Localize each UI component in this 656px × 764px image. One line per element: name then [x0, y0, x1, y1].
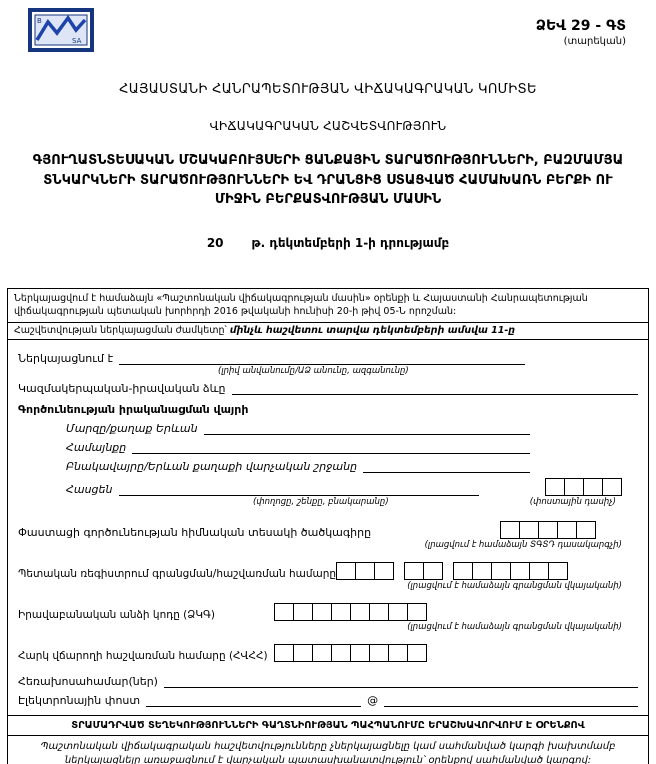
- form-code-block: [536, 8, 626, 47]
- activity-label: Փաստացի գործունեության հիմնական տեսակի ծածկագիրը: [18, 526, 372, 540]
- code-cell[interactable]: [293, 644, 313, 662]
- activity-code-boxes: [500, 521, 596, 539]
- postal-code-boxes: [545, 478, 622, 496]
- phone-label: Հեռախոսահամար(ներ): [18, 675, 158, 689]
- logo-letter-top: B: [37, 17, 42, 25]
- code-cell[interactable]: [312, 644, 332, 662]
- presenter-hint-row: [18, 366, 638, 376]
- address-row: [18, 478, 638, 496]
- code-cell[interactable]: [336, 562, 356, 580]
- code-cell[interactable]: [453, 562, 473, 580]
- presenter-label: Ներկայացնում է: [18, 352, 114, 366]
- tin-boxes: [274, 644, 427, 662]
- entity-code-boxes: [274, 603, 427, 621]
- form-body: [7, 288, 649, 764]
- postal-hint: (փոստային դասիչ): [529, 497, 616, 508]
- code-cell[interactable]: [274, 644, 294, 662]
- code-cell[interactable]: [355, 562, 375, 580]
- settlement-input[interactable]: [363, 459, 530, 473]
- form-code: ՁԵՎ 29 - ԳՏ: [535, 18, 626, 34]
- entity-code-label: Իրավաբանական անձի կոդը (ՁԿԳ): [18, 609, 216, 622]
- activity-row: [18, 521, 638, 539]
- legal-basis-text: Ներկայացվում է համաձայն «Պաշտոնական վիճակագրության մասին» օրենքի և Հայաստանի Հանրապետության վիճակագրության պետական խորհրդի 2016 թվականի հունիսի 20-ի թիվ 05-Ն որոշման:: [8, 289, 648, 324]
- tin-label: Հարկ վճարողի հաշվառման համարը (ՀՎՀՀ): [18, 650, 268, 663]
- code-cell-group: [500, 521, 596, 539]
- liability-note: Պաշտոնական վիճակագրական հաշվետվությունները չներկայացնելը կամ սահմանված կարգի խախտմամբ ներկայացնելը առաջացնում է վարչական պատասխանատվություն՝ օրենքով սահմանված կարգով:: [40, 741, 616, 764]
- code-cell[interactable]: [388, 603, 408, 621]
- region-label: Մարզը/քաղաք Երևան: [66, 422, 198, 436]
- form-header: [0, 0, 656, 56]
- code-cell[interactable]: [350, 644, 370, 662]
- tin-row: [18, 644, 638, 662]
- email-at-sign: @: [367, 694, 379, 708]
- activity-hint: (լրացվում է համաձայն ՏԳՏԴ դասակարգչի): [424, 540, 622, 551]
- code-cell[interactable]: [350, 603, 370, 621]
- code-cell[interactable]: [545, 478, 565, 496]
- presenter-hint: (լրիվ անվանումը/ԱՁ անունը, ազգանունը): [218, 366, 409, 377]
- entity-code-hint-row: [18, 622, 638, 632]
- code-cell[interactable]: [538, 521, 558, 539]
- legal-form-input[interactable]: [232, 381, 639, 395]
- presenter-row: [18, 351, 638, 365]
- legal-form-row: [18, 381, 638, 395]
- community-label: Համայնքը: [66, 441, 127, 455]
- form-periodicity: (տարեկան): [563, 36, 626, 47]
- code-cell-group: [404, 562, 443, 580]
- region-row: [18, 421, 530, 435]
- code-cell-group: [336, 562, 394, 580]
- code-cell[interactable]: [472, 562, 492, 580]
- code-cell[interactable]: [293, 603, 313, 621]
- deadline-value: մինչև հաշվետու տարվա դեկտեմբերի ամսվա 11-ը: [229, 325, 516, 337]
- entity-code-row: [18, 603, 638, 621]
- email-row: [18, 693, 638, 707]
- deadline-line: [8, 323, 648, 340]
- entity-code-hint: (լրացվում է համաձայն գրանցման վկայականի): [407, 622, 622, 633]
- committee-title: ՀԱՅԱՍՏԱՆԻ ՀԱՆՐԱՊԵՏՈՒԹՅԱՆ ՎԻՃԱԿԱԳՐԱԿԱՆ ԿՈՄԻՏԵ: [119, 82, 537, 97]
- settlement-row: [18, 459, 530, 473]
- register-row: [18, 562, 638, 580]
- deadline-label: Հաշվետվության ներկայացման ժամկետը՝: [14, 325, 227, 337]
- code-cell-group: [453, 562, 568, 580]
- activity-hint-row: [18, 540, 638, 550]
- code-cell[interactable]: [500, 521, 520, 539]
- legal-form-label: Կազմակերպական-իրավական ձևը: [18, 382, 226, 396]
- email-domain-input[interactable]: [384, 693, 638, 707]
- address-input[interactable]: [119, 482, 479, 496]
- location-heading-text: Գործունեության իրականացման վայրի: [18, 403, 249, 417]
- phone-input[interactable]: [164, 674, 638, 688]
- settlement-label: Բնակավայրը/Երևան քաղաքի վարչական շրջանը: [66, 460, 358, 474]
- report-date-line: [0, 236, 656, 250]
- presenter-input[interactable]: [119, 351, 525, 365]
- armstat-logo: [28, 8, 94, 56]
- code-cell-group: [274, 644, 427, 662]
- register-number-boxes: [336, 562, 568, 580]
- code-cell[interactable]: [407, 603, 427, 621]
- code-cell[interactable]: [274, 603, 294, 621]
- email-local-input[interactable]: [146, 693, 361, 707]
- code-cell[interactable]: [374, 562, 394, 580]
- code-cell[interactable]: [557, 521, 577, 539]
- report-type-title: ՎԻՃԱԿԱԳՐԱԿԱՆ ՀԱՇՎԵՏՎՈՒԹՅՈՒՆ: [209, 119, 447, 133]
- register-label: Պետական ռեգիստրում գրանցման/հաշվառման համարը: [18, 568, 337, 581]
- code-cell[interactable]: [312, 603, 332, 621]
- form-title: ԳՅՈՒՂԱՏՆՏԵՍԱԿԱՆ ՄՇԱԿԱԲՈՒՅՍԵՐԻ ՑԱՆՔԱՅԻՆ ՏԱՐԱԾՈՒԹՅՈՒՆՆԵՐԻ, ԲԱԶՄԱՄՅԱ ՏՆԿԱՐԿՆԵՐԻ ՏԱՐԱԾՈՒԹՅՈՒՆՆԵՐԻ ԵՎ ԴՐԱՆՑԻՑ ՍՏԱՑՎԱԾ ՀԱՄԱԽԱՌՆ ԲԵՐՔԻ ՈՒ ՄԻՋԻՆ ԲԵՐՔԱՏՎՈՒԹՅԱՆ ՄԱՍԻՆ: [32, 153, 624, 207]
- code-cell[interactable]: [369, 644, 389, 662]
- code-cell[interactable]: [529, 562, 549, 580]
- region-input[interactable]: [204, 421, 530, 435]
- code-cell[interactable]: [548, 562, 568, 580]
- form-fields: [8, 340, 648, 715]
- code-cell[interactable]: [388, 644, 408, 662]
- phone-row: [18, 674, 638, 688]
- confidentiality-note: ՏՐԱՄԱԴՐՎԱԾ ՏԵՂԵԿՈՒԹՅՈՒՆՆԵՐԻ ԳԱՂՏՆԻՈՒԹՅԱՆ ՊԱՀՊԱՆՈՒՄԸ ԵՐԱՇԽԱՎՈՐՎՈՒՄ Է ՕՐԵՆՔՈՎ: [8, 715, 648, 736]
- code-cell[interactable]: [491, 562, 511, 580]
- code-cell[interactable]: [407, 644, 427, 662]
- code-cell-group: [274, 603, 427, 621]
- community-input[interactable]: [132, 440, 530, 454]
- register-hint: (լրացվում է համաձայն գրանցման վկայականի): [407, 581, 622, 592]
- code-cell[interactable]: [510, 562, 530, 580]
- code-cell[interactable]: [583, 478, 603, 496]
- address-hint: (փողոցը, շենքը, բնակարանը): [253, 497, 389, 508]
- code-cell[interactable]: [423, 562, 443, 580]
- date-prefix: 20: [206, 235, 224, 250]
- address-hint-row: [18, 497, 638, 507]
- register-hint-row: [18, 581, 638, 591]
- logo-letter-bottom: SA: [72, 37, 82, 45]
- code-cell[interactable]: [331, 603, 351, 621]
- code-cell[interactable]: [369, 603, 389, 621]
- code-cell[interactable]: [602, 478, 622, 496]
- code-cell[interactable]: [519, 521, 539, 539]
- code-cell-group: [545, 478, 622, 496]
- date-suffix: թ. դեկտեմբերի 1-ի դրությամբ: [251, 235, 450, 250]
- code-cell[interactable]: [576, 521, 596, 539]
- code-cell[interactable]: [331, 644, 351, 662]
- community-row: [18, 440, 530, 454]
- armstat-logo-graphic: [28, 8, 94, 52]
- email-label: Էլեկտրոնային փոստ: [18, 694, 141, 708]
- code-cell[interactable]: [564, 478, 584, 496]
- address-label: Հասցեն: [66, 483, 113, 497]
- location-heading: [18, 403, 638, 416]
- code-cell[interactable]: [404, 562, 424, 580]
